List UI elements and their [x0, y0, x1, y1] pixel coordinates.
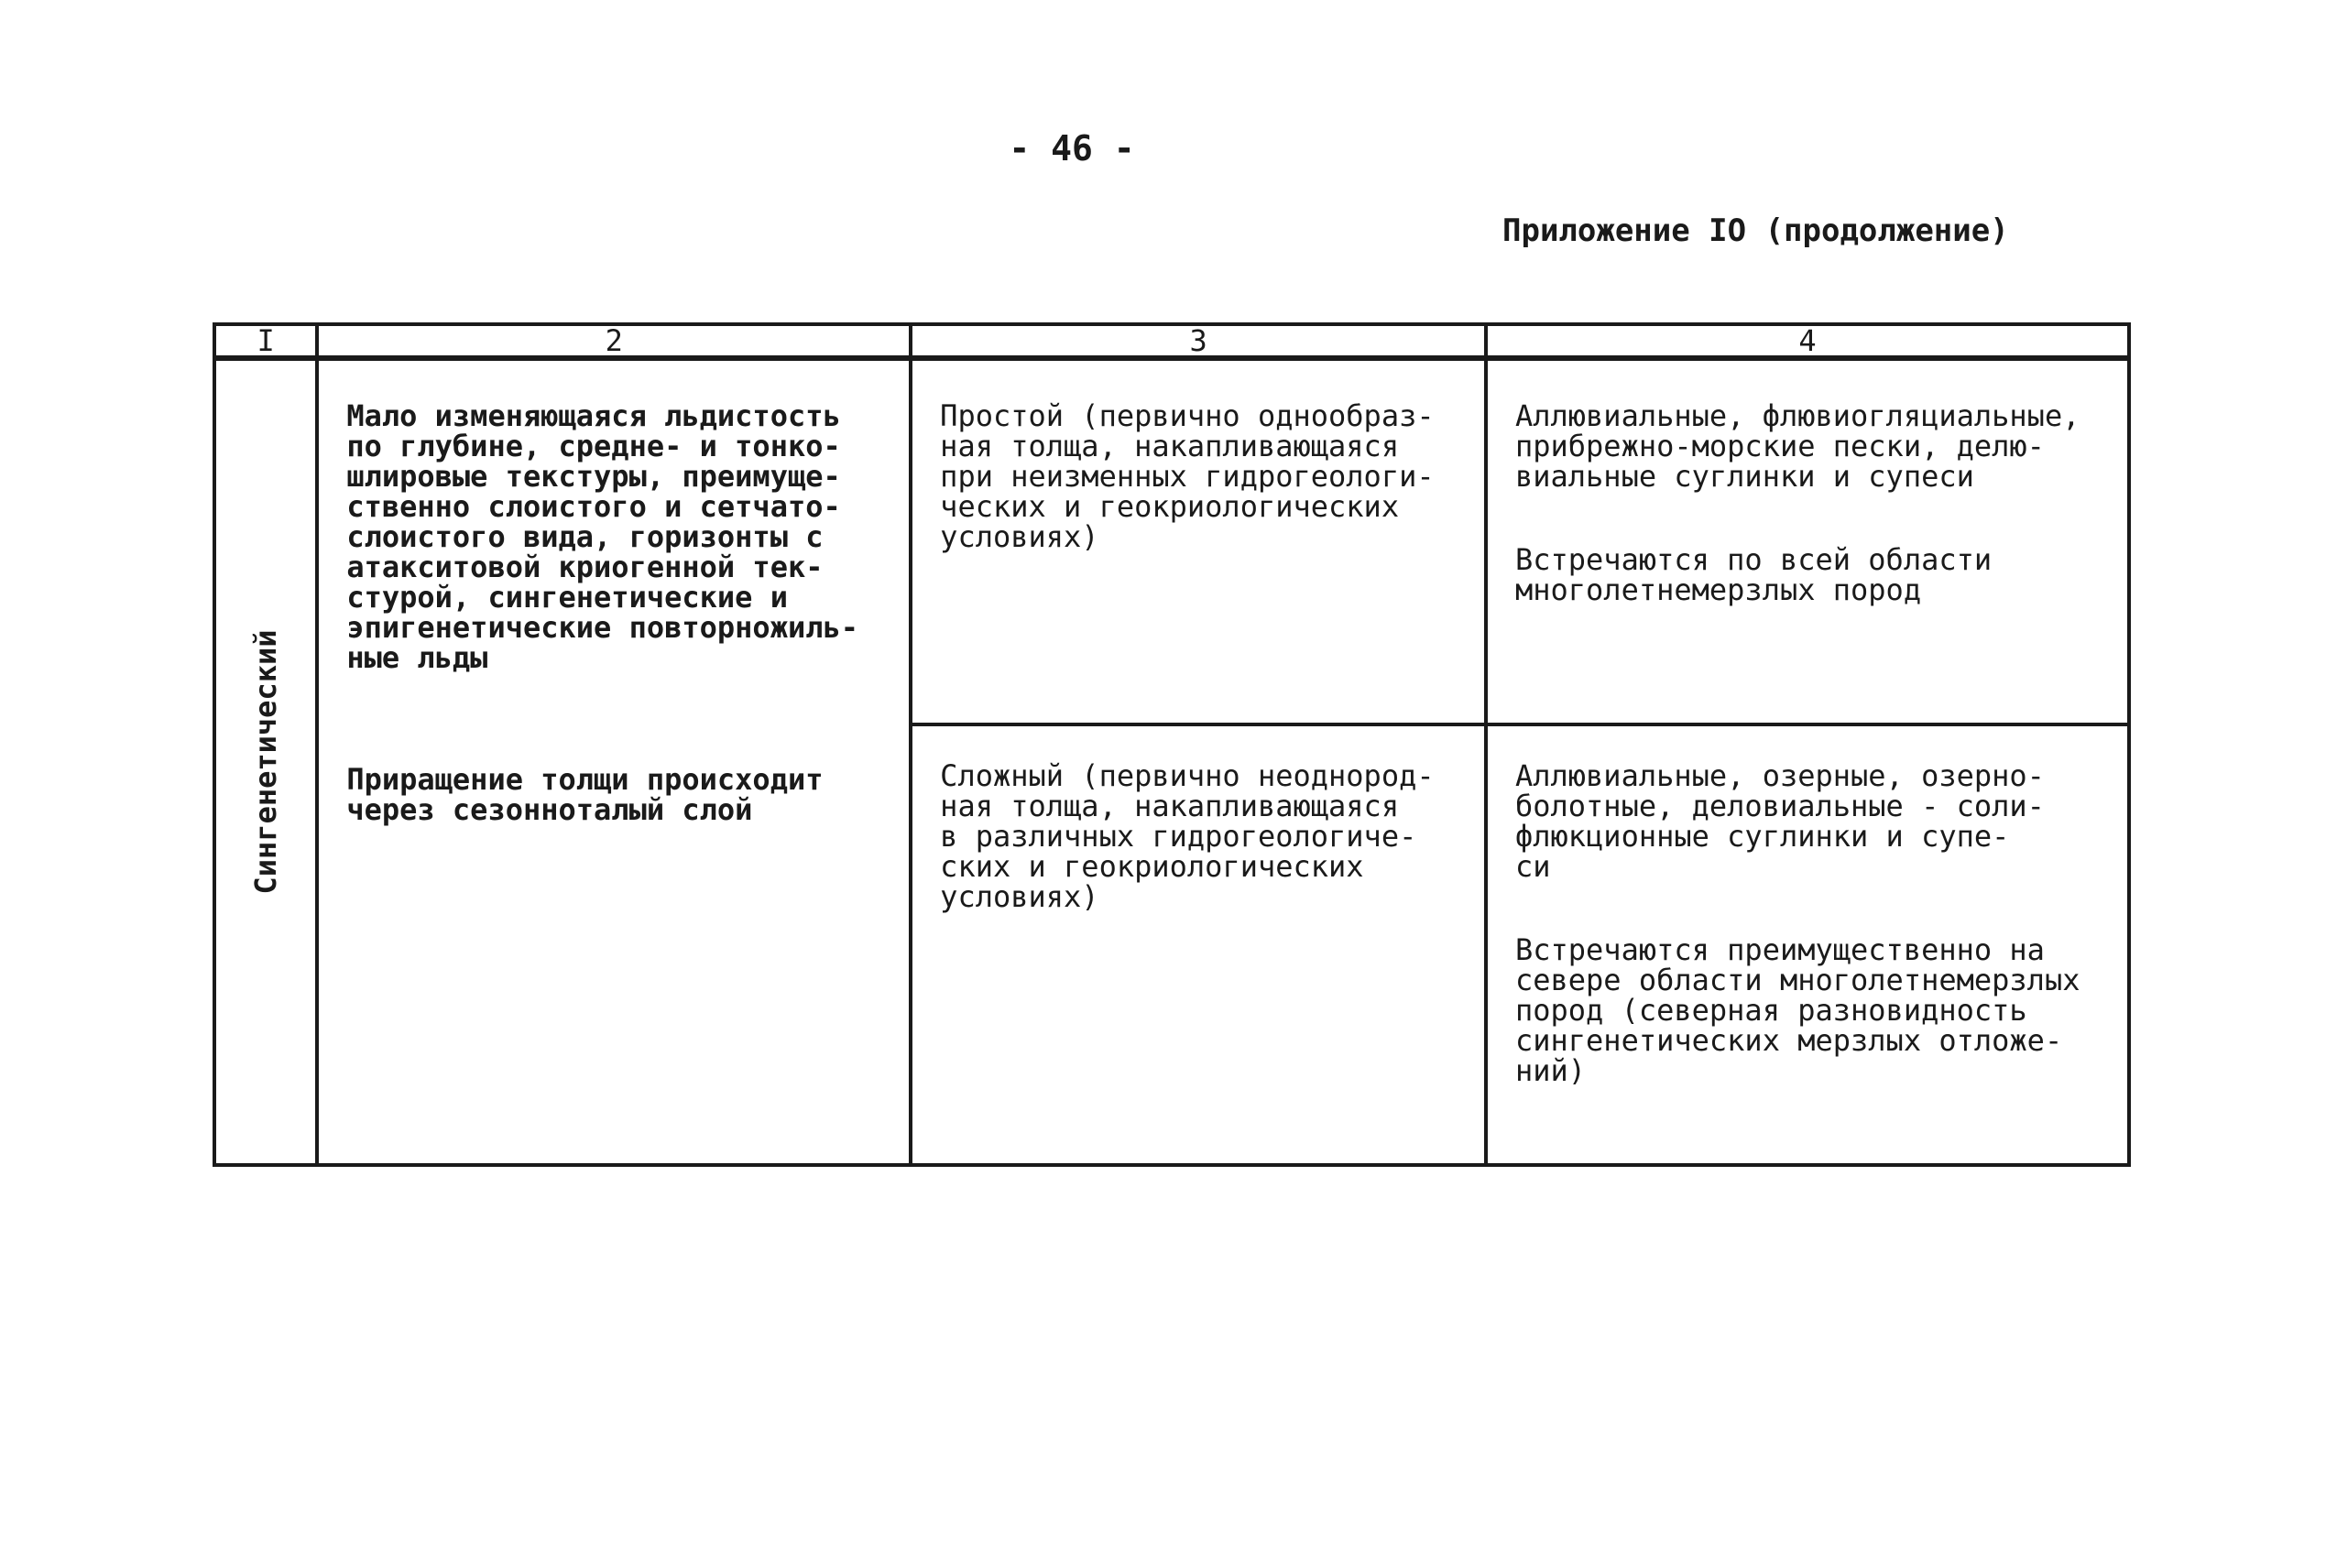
appendix-table: [213, 322, 2131, 1167]
appendix-title: Приложение IO (продолжение): [1502, 212, 2009, 249]
col4-top-cell: [1486, 358, 2129, 724]
header-col-2: 2: [317, 324, 911, 358]
page-number: - 46 -: [1009, 128, 1135, 169]
col3-bottom-cell: [911, 724, 1486, 1165]
row-label-cell: [214, 358, 317, 1165]
col3-simple-type: Простой (первично однообраз- ная толща, накапливающаяся при неизменных гидрогеологи- ческих и геокриологических условиях): [940, 398, 1435, 554]
col2-cell: [317, 358, 911, 1165]
col3-top-cell: [911, 358, 1486, 724]
col2-description: Мало изменяющаяся льдистость по глубине, средне- и тонко- шлировые текстуры, преимуще- ственно слоистого и сетчато- слоистого вида, горизонты с атакситовой криогенной тек- стурой, сингенетические и эпигенетические повторножиль- ные льды: [346, 398, 859, 675]
col2-growth-note: Приращение толщи происходит через сезонноталый слой: [346, 762, 824, 827]
col4-top-distribution: Встречаются по всей области многолетнемерзлых пород: [1514, 542, 1993, 607]
header-col-1: I: [214, 324, 317, 358]
col4-top-deposits: Аллювиальные, флювиогляциальные, прибрежно-морские пески, делю- виальные суглинки и супеси: [1514, 398, 2080, 494]
table-row-top: [214, 358, 2129, 724]
table-header-row: [214, 324, 2129, 358]
col3-complex-type: Сложный (первично неоднород- ная толща, накапливающаяся в различных гидрогеологиче- ских и геокриологических условиях): [940, 758, 1435, 914]
header-col-4: 4: [1486, 324, 2129, 358]
col4-bottom-cell: [1486, 724, 2129, 1165]
header-col-3: 3: [911, 324, 1486, 358]
col4-bottom-distribution: Встречаются преимущественно на севере области многолетнемерзлых пород (северная разновидность сингенетических мерзлых отложе- ний): [1514, 932, 2080, 1088]
col4-bottom-deposits: Аллювиальные, озерные, озерно- болотные, деловиальные - соли- флюкционные суглинки и супе- си: [1514, 758, 2045, 884]
row-label: Сингенетический: [248, 629, 284, 895]
